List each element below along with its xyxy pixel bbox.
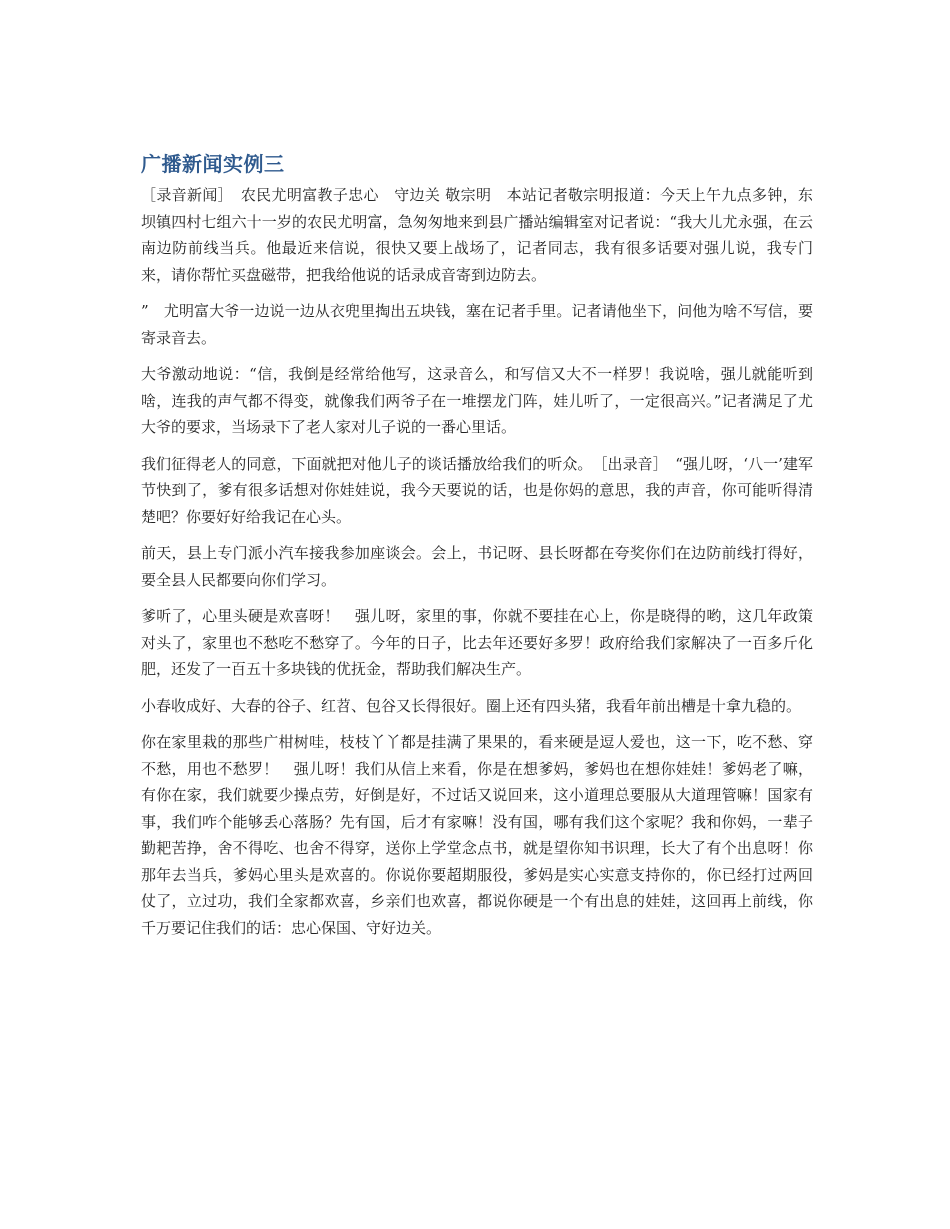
- paragraph-harvest: 小春收成好、大春的谷子、红苕、包谷又长得很好。圈上还有四头猪，我看年前出槽是十拿九稳的。: [141, 696, 802, 715]
- paragraph-explanation: 大爷激动地说：“信，我倒是经常给他写，这录音么，和写信又大不一样罗！我说啥，强儿就能听到啥，连我的声气都不得变，就像我们两爷子在一堆摆龙门阵，娃儿听了，一定很高兴。”记者满足了尤大爷的要求，当场录下了老人家对儿子说的一番心里话。: [141, 365, 813, 436]
- paragraph-recording-start: 我们征得老人的同意，下面就把对他儿子的谈话播放给我们的听众。 ［出录音］ “强儿呀，‘八一’建军节快到了，爹有很多话想对你娃娃说，我今天要说的话，也是你妈的意思，我的声音，你可能听得清楚吧？你要好好给我记在心头。: [141, 454, 813, 526]
- page-title: 广播新闻实例三: [141, 152, 285, 176]
- paragraph-meeting: 前天，县上专门派小汽车接我参加座谈会。会上，书记呀、县长呀都在夸奖你们在边防前线打得好，要全县人民都要向你们学习。: [141, 544, 813, 589]
- paragraph-closing-message: 你在家里栽的那些广柑树哇，枝枝丫丫都是挂满了果果的，看来硬是逗人爱也，这一下，吃不愁、穿不愁，用也不愁罗！ 强儿呀！我们从信上来看，你是在想爹妈，爹妈也在想你娃娃！爹妈老了嘛，有你在家，我们就要少操点劳，好倒是好，不过话又说回来，这小道理总要服从大道理管嘛！国家有事，我们咋个能够丢心落肠？先有国，后才有家嘛！没有国，哪有我们这个家呢？我和你妈，一辈子勤耙苦挣，舍不得吃、也舍不得穿，送你上学堂念点书，就是望你知书识理，长大了有个出息呀！你那年去当兵，爹妈心里头是欢喜的。你说你要超期服役，爹妈是实心实意支持你的，你已经打过两回仗了，立过功，我们全家都欢喜，乡亲们也欢喜，都说你硬是一个有出息的娃娃，这回再上前线，你千万要记住我们的话：忠心保国、守好边关。: [141, 733, 813, 937]
- paragraph-home-news: 爹听了，心里头硬是欢喜呀！ 强儿呀，家里的事，你就不要挂在心上，你是晓得的哟，这几年政策对头了，家里也不愁吃不愁穿了。今年的日子，比去年还要好多罗！政府给我们家解决了一百多斤化肥，还发了一百五十多块钱的优抚金，帮助我们解决生产。: [141, 607, 813, 678]
- paragraph-recording-intro: ［录音新闻］ 农民尤明富教子忠心 守边关 敬宗明 本站记者敬宗明报道：今天上午九点多钟，东坝镇四村七组六十一岁的农民尤明富，急匆匆地来到县广播站编辑室对记者说：“我大儿尤永强，在云南边防前线当兵。他最近来信说，很快又要上战场了，记者同志，我有很多话要对强儿说，我专门来，请你帮忙买盘磁带，把我给他说的话录成音寄到边防去。: [141, 186, 813, 284]
- paragraph-handing-money: ” 尤明富大爷一边说一边从衣兜里掏出五块钱，塞在记者手里。记者请他坐下，问他为啥不写信，要寄录音去。: [141, 302, 813, 347]
- document-body: [141, 150, 813, 951]
